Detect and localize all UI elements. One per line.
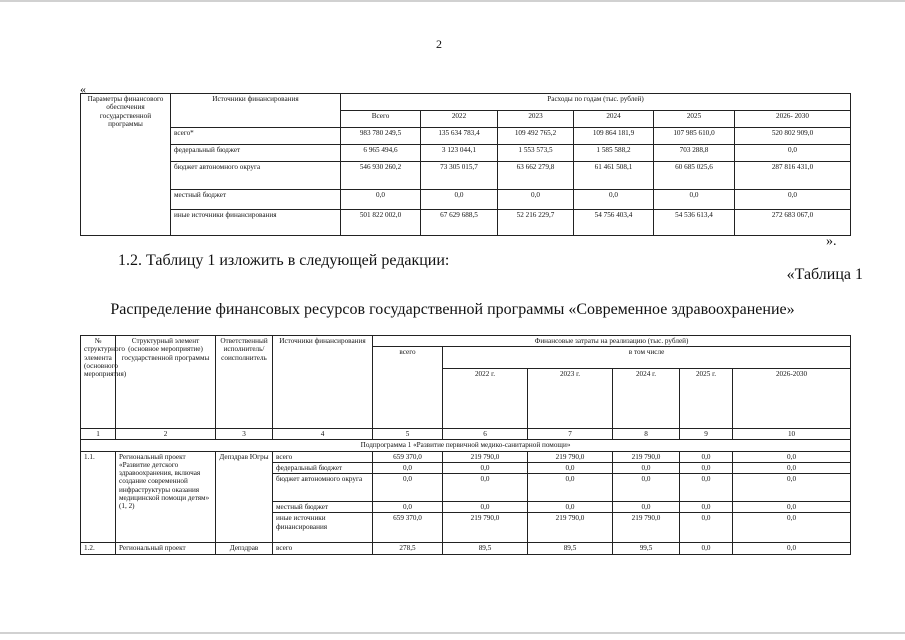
t2-total-header: всего [373,347,443,429]
t2-incl-header: в том числе [443,347,851,369]
t1-value-cell: 135 634 783,4 [421,128,498,145]
t2-colnum-cell: 7 [528,429,613,440]
t2-source-cell: всего [273,543,373,554]
t2-item-name: Региональный проект «Развитие детского здравоохранения, включая создание современной инфраструктуры оказания медицинской помощи детям» (1, 2) [116,451,216,543]
t1-value-cell: 703 288,8 [654,145,735,162]
t2-colnum-cell: 4 [273,429,373,440]
t2-year-cell: 2026-2030 [733,369,851,429]
t2-resp-header: Ответственный исполнитель/ соисполнитель [216,336,273,429]
t2-item-responsible: Депздрав [216,543,273,554]
t2-value-cell: 0,0 [680,502,733,513]
closing-quote: ». [826,234,837,249]
t1-row-total [81,128,851,145]
t1-value-cell: 0,0 [498,190,574,210]
t2-value-cell: 219 790,0 [528,513,613,543]
t1-row-federal [81,145,851,162]
t1-value-cell: 983 780 249,5 [341,128,421,145]
t2-value-cell: 0,0 [443,502,528,513]
t1-value-cell: 52 216 229,7 [498,210,574,236]
t1-param-header: Параметры финансового обеспечения государственной программы [81,94,171,236]
t2-colnum-cell: 3 [216,429,273,440]
t2-subprogram-row [81,440,851,451]
t2-source-cell: местный бюджет [273,502,373,513]
resource-distribution-table [80,335,851,555]
t1-value-cell: 0,0 [735,145,851,162]
t1-value-cell: 0,0 [341,190,421,210]
t2-item-responsible: Депздрав Югры [216,451,273,543]
t2-value-cell: 0,0 [680,462,733,473]
t1-source-cell: местный бюджет [171,190,341,210]
t2-value-cell: 278,5 [373,543,443,554]
t2-value-cell: 0,0 [733,502,851,513]
table-heading: Распределение финансовых ресурсов государственной программы «Современное здравоохранение» [110,301,795,318]
t1-year-cell: 2026- 2030 [735,111,851,128]
t1-source-cell: бюджет автономного округа [171,162,341,190]
t1-year-cell: 2022 [421,111,498,128]
t1-value-cell: 287 816 431,0 [735,162,851,190]
t2-value-cell: 0,0 [733,451,851,462]
t1-row-other [81,210,851,236]
t2-item-name: Региональный проект [116,543,216,554]
t2-num-header: № структурного элемента (основного мероприятия) [81,336,116,429]
t2-value-cell: 219 790,0 [443,451,528,462]
t2-value-cell: 0,0 [443,462,528,473]
t1-value-cell: 109 492 765,2 [498,128,574,145]
t1-value-cell: 54 536 613,4 [654,210,735,236]
t1-value-cell: 1 553 573,5 [498,145,574,162]
t1-value-cell: 63 662 279,8 [498,162,574,190]
t1-value-cell: 54 756 403,4 [574,210,654,236]
page-number: 2 [436,37,442,51]
opening-quote: « [80,82,86,96]
t1-year-cell: Всего [341,111,421,128]
t1-value-cell: 61 461 508,1 [574,162,654,190]
t2-value-cell: 0,0 [443,474,528,502]
t2-colnum-cell: 9 [680,429,733,440]
t2-value-cell: 0,0 [613,502,680,513]
t2-colnum-cell: 1 [81,429,116,440]
t2-item-number: 1.1. [81,451,116,543]
amendment-paragraph: 1.2. Таблицу 1 изложить в следующей редакции: [118,252,450,269]
t2-value-cell: 0,0 [733,462,851,473]
t2-value-cell: 0,0 [613,474,680,502]
t2-colnum-cell: 2 [116,429,216,440]
scan-edge-bottom [0,632,905,634]
t1-expense-header: Расходы по годам (тыс. рублей) [341,94,851,111]
t1-value-cell: 60 685 025,6 [654,162,735,190]
t2-colnum-row [81,429,851,440]
t1-value-cell: 1 585 588,2 [574,145,654,162]
t2-value-cell: 219 790,0 [528,451,613,462]
t2-value-cell: 0,0 [733,543,851,554]
t2-value-cell: 219 790,0 [613,513,680,543]
t1-value-cell: 73 305 015,7 [421,162,498,190]
t2-value-cell: 0,0 [680,543,733,554]
t2-year-cell: 2022 г. [443,369,528,429]
scan-edge-top [0,0,905,2]
t2-value-cell: 0,0 [680,474,733,502]
t1-value-cell: 0,0 [574,190,654,210]
t2-subprogram-title: Подпрограмма 1 «Развитие первичной медико-санитарной помощи» [81,440,851,451]
t2-value-cell: 219 790,0 [613,451,680,462]
t2-source-cell: бюджет автономного округа [273,474,373,502]
t2-value-cell: 0,0 [373,502,443,513]
table-label: «Таблица 1 [786,266,863,283]
t2-colnum-cell: 5 [373,429,443,440]
t2-value-cell: 0,0 [528,502,613,513]
t1-source-cell: федеральный бюджет [171,145,341,162]
t1-year-cell: 2023 [498,111,574,128]
t2-fin-header: Финансовые затраты на реализацию (тыс. рублей) [373,336,851,347]
t1-row-local [81,190,851,210]
t2-source-cell: иные источники финансирования [273,513,373,543]
t1-value-cell: 0,0 [421,190,498,210]
t2-struct-header: Структурный элемент (основное мероприятие) государственной программы [116,336,216,429]
t2-value-cell: 219 790,0 [443,513,528,543]
t1-value-cell: 3 123 044,1 [421,145,498,162]
t2-year-cell: 2025 г. [680,369,733,429]
t1-year-cell: 2024 [574,111,654,128]
t2-value-cell: 0,0 [528,462,613,473]
t1-value-cell: 501 822 002,0 [341,210,421,236]
t1-source-cell: всего* [171,128,341,145]
t2-colnum-cell: 8 [613,429,680,440]
t2-value-cell: 0,0 [733,474,851,502]
t2-value-cell: 0,0 [373,462,443,473]
t1-value-cell: 546 930 260,2 [341,162,421,190]
financing-parameters-table [80,93,851,236]
t2-item2-row-total [81,543,851,554]
t2-source-header: Источники финансирования [273,336,373,429]
t1-value-cell: 0,0 [654,190,735,210]
t1-row-regional [81,162,851,190]
t2-item1-row-total [81,451,851,462]
t2-value-cell: 0,0 [373,474,443,502]
t1-value-cell: 67 629 688,5 [421,210,498,236]
t2-source-cell: всего [273,451,373,462]
t2-value-cell: 89,5 [528,543,613,554]
t1-value-cell: 0,0 [735,190,851,210]
t2-item-number: 1.2. [81,543,116,554]
t2-header-row [81,336,851,347]
t2-value-cell: 0,0 [680,451,733,462]
t1-value-cell: 107 985 610,0 [654,128,735,145]
t1-value-cell: 109 864 181,9 [574,128,654,145]
t2-value-cell: 89,5 [443,543,528,554]
t2-value-cell: 0,0 [733,513,851,543]
t2-value-cell: 99,5 [613,543,680,554]
t2-value-cell: 0,0 [613,462,680,473]
t1-source-header: Источники финансирования [171,94,341,128]
t1-value-cell: 6 965 494,6 [341,145,421,162]
t2-year-cell: 2024 г. [613,369,680,429]
t1-value-cell: 520 802 909,0 [735,128,851,145]
t1-header-row [81,94,851,111]
t2-source-cell: федеральный бюджет [273,462,373,473]
t2-colnum-cell: 6 [443,429,528,440]
t1-value-cell: 272 683 067,0 [735,210,851,236]
t2-value-cell: 0,0 [528,474,613,502]
t2-value-cell: 659 370,0 [373,513,443,543]
t2-value-cell: 0,0 [680,513,733,543]
t2-colnum-cell: 10 [733,429,851,440]
t2-value-cell: 659 370,0 [373,451,443,462]
t1-year-cell: 2025 [654,111,735,128]
t1-source-cell: иные источники финансирования [171,210,341,236]
t2-year-cell: 2023 г. [528,369,613,429]
